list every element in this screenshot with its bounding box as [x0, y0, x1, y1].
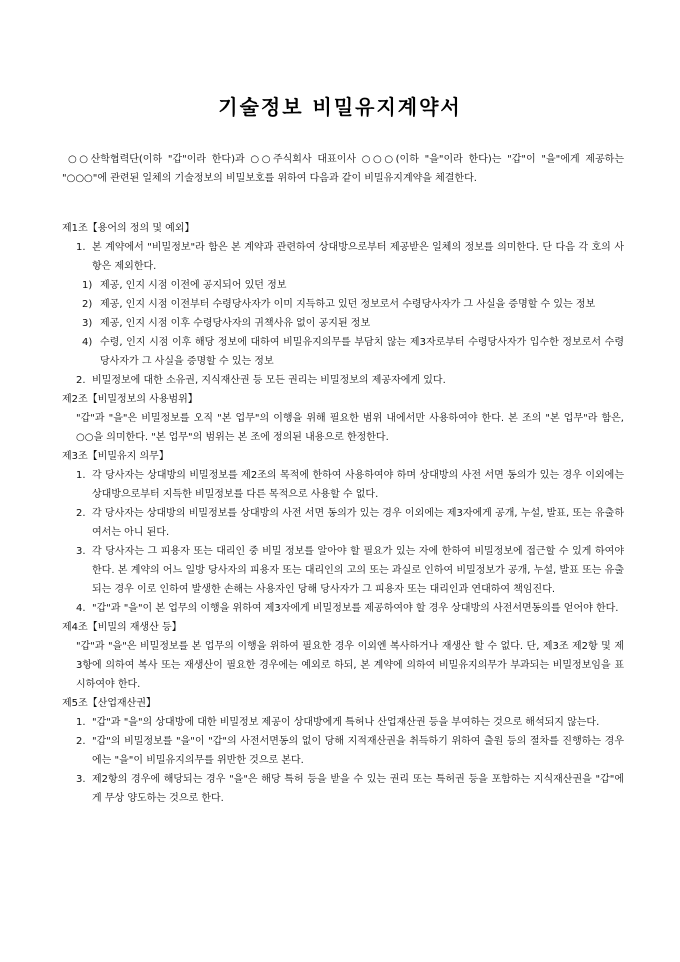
article-4: [62, 618, 624, 694]
clause-number: 1.: [76, 470, 86, 481]
clause-number: 2.: [76, 736, 86, 747]
sub-clause-number: 2): [82, 299, 93, 310]
clause-list: [62, 238, 624, 390]
article-heading: 제2조【비밀정보의 사용범위】: [62, 394, 198, 405]
clause-text: "갑"과 "을"의 상대방에 대한 비밀정보 제공이 상대방에게 특허나 산업재산권 등을 부여하는 것으로 해석되지 않는다.: [92, 717, 600, 728]
clause-text: 비밀정보에 대한 소유권, 지식재산권 등 모든 권리는 비밀정보의 제공자에게 있다.: [92, 375, 446, 386]
sub-clause-item: [62, 295, 624, 314]
clause-text: "갑"의 비밀정보를 "을"이 "갑"의 사전서면동의 없이 당해 지적재산권을 취득하기 위하여 출원 등의 절차를 진행하는 경우에는 "을"이 비밀유지의무를 위반한 것으로 본다.: [92, 736, 624, 766]
clause-number: 2.: [76, 375, 86, 386]
sub-clause-text: 제공, 인지 시점 이전부터 수령당사자가 이미 지득하고 있던 정보로서 수령당사자가 그 사실을 증명할 수 있는 정보: [100, 299, 596, 310]
article-5: [62, 694, 624, 808]
clause-text: 제2항의 경우에 해당되는 경우 "을"은 해당 특허 등을 받을 수 있는 권리 또는 특허권 등을 포함하는 지식재산권을 "갑"에게 무상 양도하는 것으로 한다.: [92, 774, 624, 804]
clause-item: [62, 542, 624, 599]
clause-item: [62, 713, 624, 732]
clause-item: [62, 770, 624, 808]
sub-clause-item: [62, 276, 624, 295]
sub-clause-text: 제공, 인지 시점 이전에 공지되어 있던 정보: [100, 280, 287, 291]
intro-paragraph: ○○산학협력단(이하 "갑"이라 한다)과 ○○주식회사 대표이사 ○○○(이하 "을"이라 한다)는 "갑"이 "을"에게 제공하는 "○○○"에 관련된 일체의 기술정보의 비밀보호를 위하여 다음과 같이 비밀유지계약을 체결한다.: [62, 154, 624, 184]
clause-text: 본 계약에서 "비밀정보"라 함은 본 계약과 관련하여 상대방으로부터 제공받은 일체의 정보를 의미한다. 단 다음 각 호의 사항은 제외한다.: [92, 242, 624, 272]
clause-item: [62, 466, 624, 504]
sub-clause-number: 1): [82, 280, 93, 291]
sub-clause-item: [62, 314, 624, 333]
clause-text: "갑"과 "을"이 본 업무의 이행을 위하여 제3자에게 비밀정보를 제공하여야 할 경우 상대방의 사전서면동의를 얻어야 한다.: [92, 603, 619, 614]
clause-item: [62, 599, 624, 618]
clause-number: 3.: [76, 546, 86, 557]
clause-item: [62, 238, 624, 276]
article-2: [62, 390, 624, 447]
clause-item: [62, 504, 624, 542]
clause-number: 1.: [76, 717, 86, 728]
clause-number: 4.: [76, 603, 86, 614]
sub-clause-text: 수령, 인지 시점 이후 해당 정보에 대하여 비밀유지의무를 부담치 않는 제3자로부터 수령당사자가 입수한 정보로서 수령당사자가 그 사실을 증명할 수 있는 정보: [100, 337, 624, 367]
article-3: [62, 447, 624, 618]
clause-number: 3.: [76, 774, 86, 785]
article-heading: 제4조【비밀의 재생산 등】: [62, 622, 182, 633]
clause-item: [62, 732, 624, 770]
document-title: 기술정보 비밀유지계약서: [218, 95, 462, 119]
clause-text: 각 당사자는 그 피용자 또는 대리인 중 비밀 정보를 알아야 할 필요가 있는 자에 한하여 비밀정보에 접근할 수 있게 하여야 한다. 본 계약의 어느 일방 당사자의 피용자 또는 대리인의 고의 또는 과실로 인하여 비밀정보가 공개, 누설, 발표 또는 유출되는 경우 이로 인하여 발생한 손해는 사용자인 당해 당사자가 그 피용자 또는 대리인과 연대하여 책임진다.: [92, 546, 624, 595]
clause-list: [62, 713, 624, 808]
clause-text: 각 당사자는 상대방의 비밀정보를 제2조의 목적에 한하여 사용하여야 하며 상대방의 사전 서면 동의가 있는 경우 이외에는 상대방으로부터 지득한 비밀정보를 다른 목적으로 사용할 수 없다.: [92, 470, 624, 500]
sub-clause-text: 제공, 인지 시점 이후 수령당사자의 귀책사유 없이 공지된 정보: [100, 318, 371, 329]
article-paragraph: "갑"과 "을"은 비밀정보를 오직 "본 업무"의 이행을 위해 필요한 범위 내에서만 사용하여야 한다. 본 조의 "본 업무"라 함은, ○○을 의미한다. "본 업무"의 범위는 본 조에 정의된 내용으로 한정한다.: [76, 413, 624, 443]
sub-clause-item: [62, 333, 624, 371]
clause-text: 각 당사자는 상대방의 비밀정보를 상대방의 사전 서면 동의가 있는 경우 이외에는 제3자에게 공개, 누설, 발표, 또는 유출하여서는 아니 된다.: [92, 508, 624, 538]
sub-clause-number: 4): [82, 337, 93, 348]
sub-clause-number: 3): [82, 318, 93, 329]
clause-number: 2.: [76, 508, 86, 519]
article-1: [62, 219, 624, 390]
articles-container: [62, 219, 624, 808]
article-heading: 제3조【비밀유지 의무】: [62, 451, 169, 462]
clause-list: [62, 466, 624, 618]
article-heading: 제1조【용어의 정의 및 예외】: [62, 223, 195, 234]
article-paragraph: "갑"과 "을"은 비밀정보를 본 업무의 이행을 위하여 필요한 경우 이외엔 복사하거나 재생산 할 수 없다. 단, 제3조 제2항 및 제3항에 의하여 복사 또는 재생산이 필요한 경우에는 예외로 하되, 본 계약에 의하여 비밀유지의무가 부과되는 비밀정보임을 표시하여야 한다.: [76, 641, 624, 690]
article-heading: 제5조【산업재산권】: [62, 698, 156, 709]
clause-item: [62, 371, 624, 390]
clause-number: 1.: [76, 242, 86, 253]
